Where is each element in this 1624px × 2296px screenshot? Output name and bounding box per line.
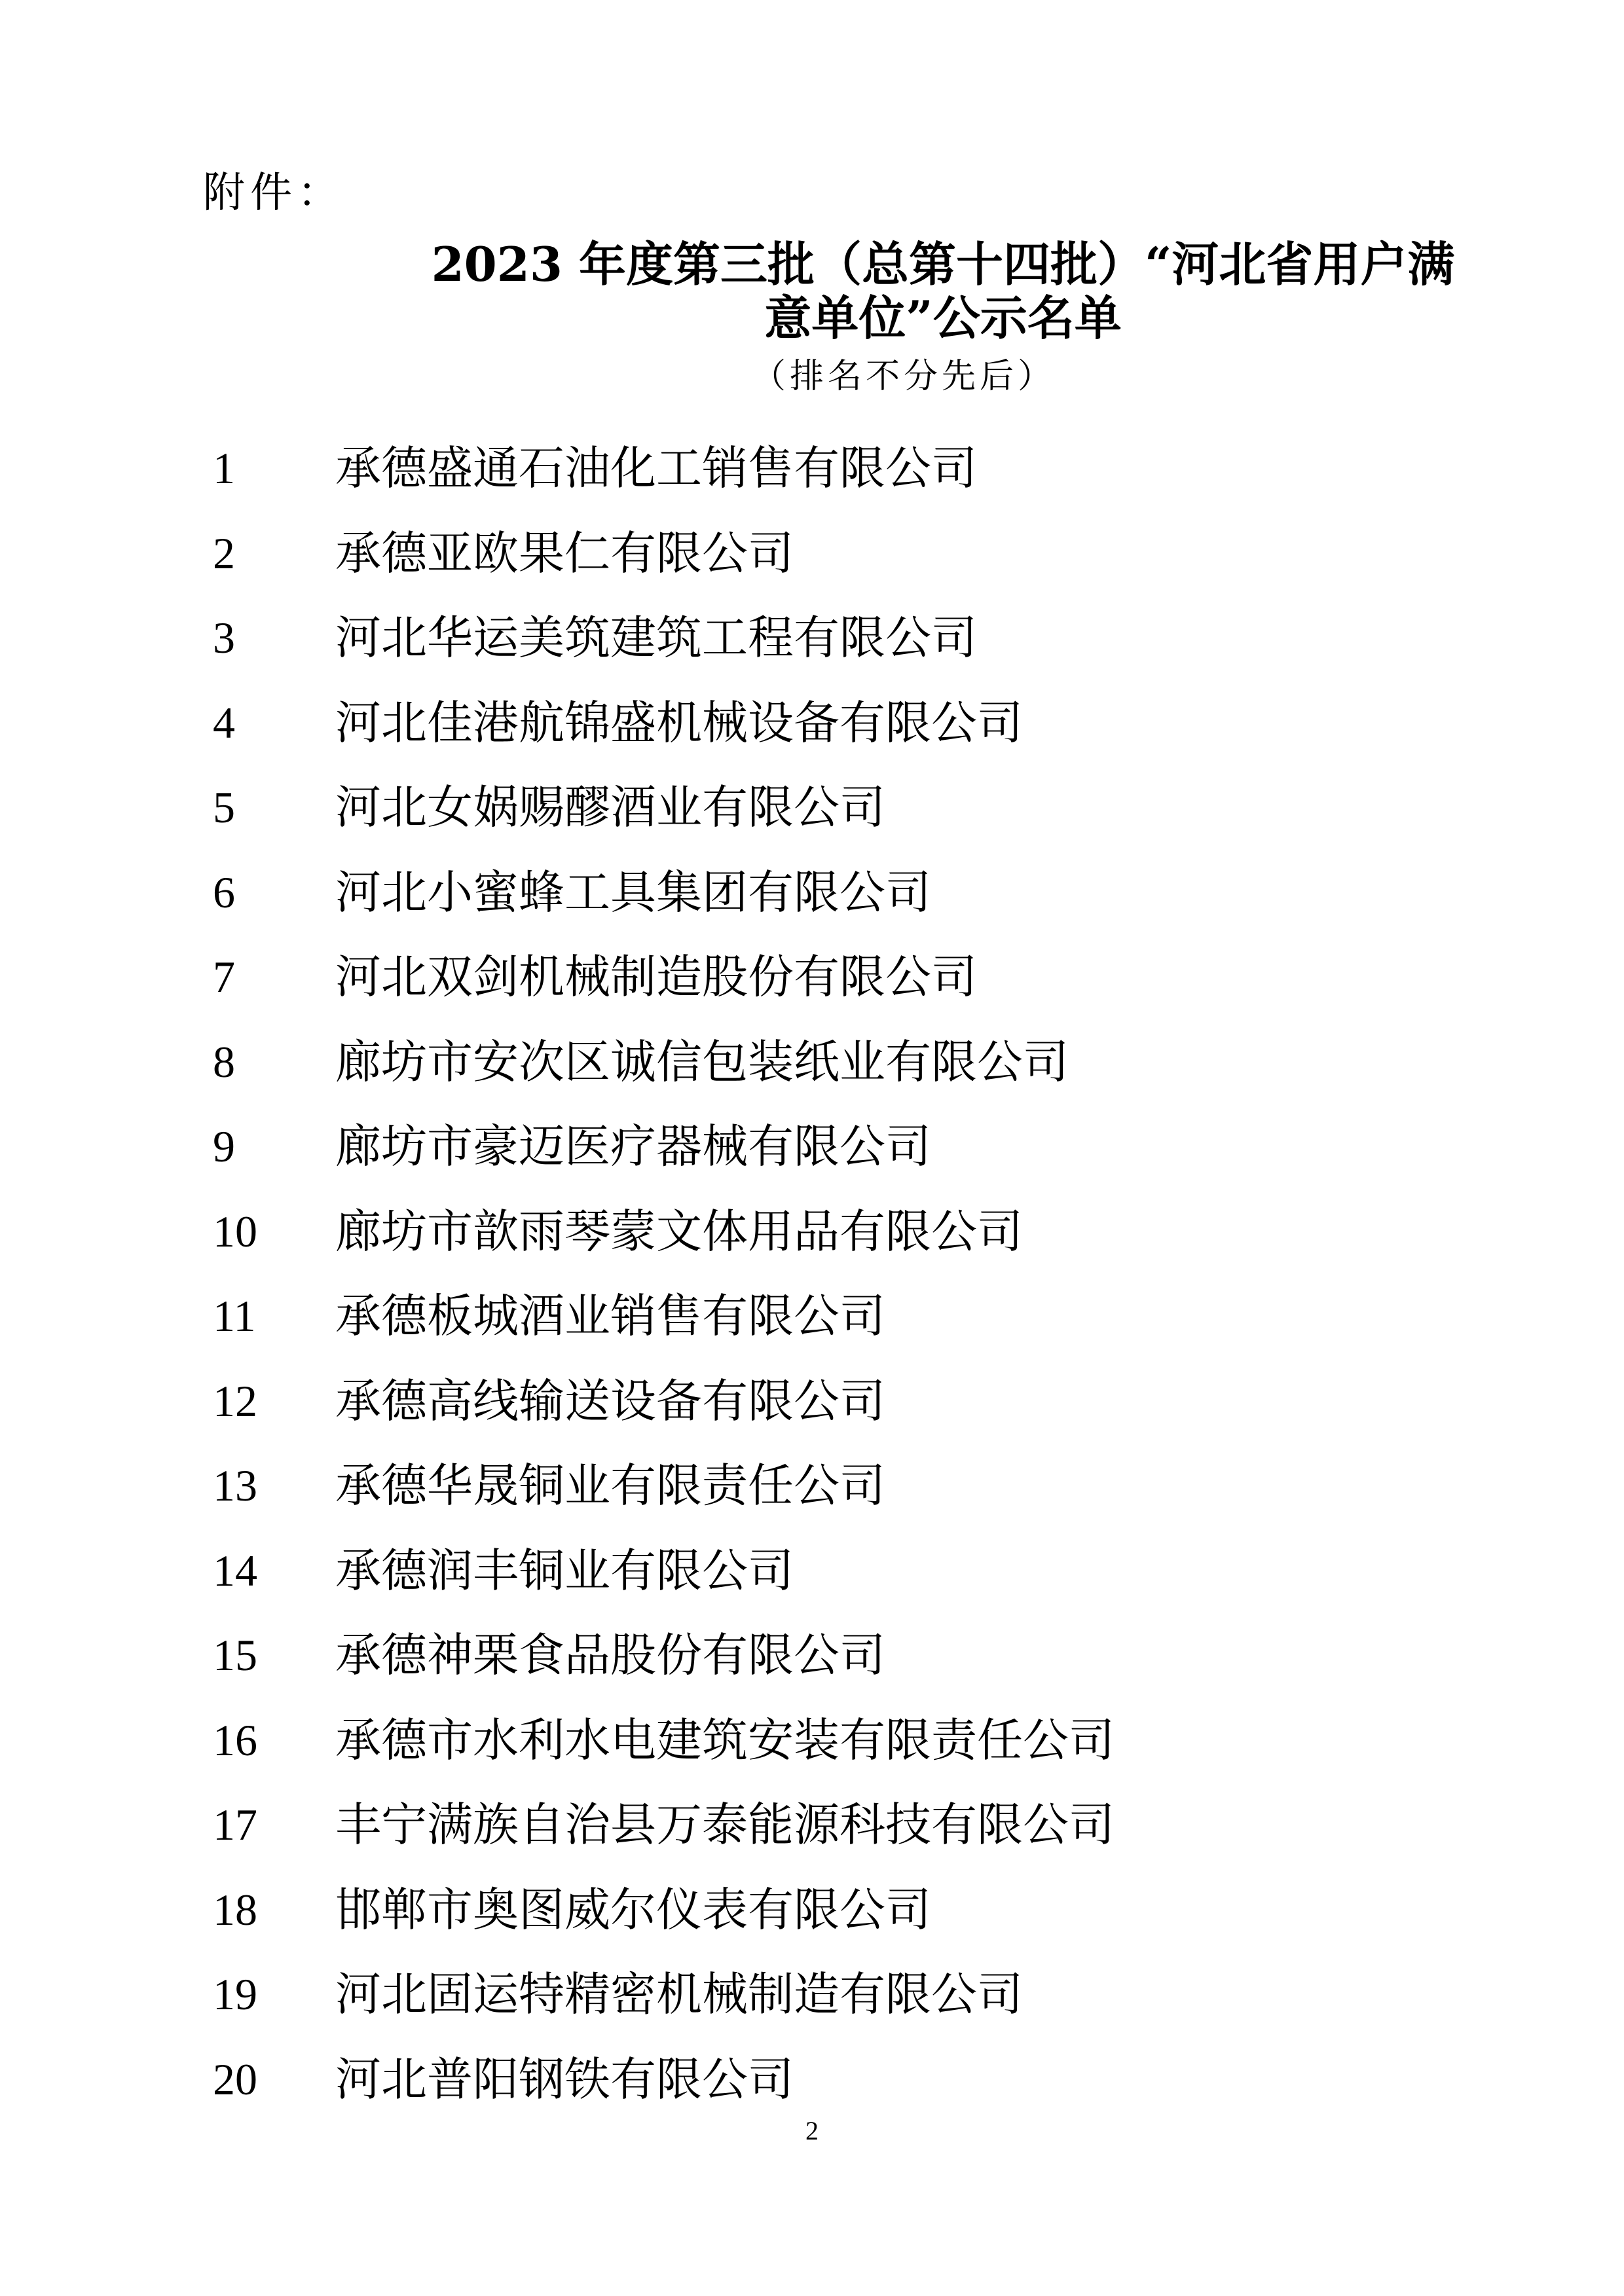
list-item-number: 17 [213,1800,257,1850]
list-item [0,1958,1624,2043]
document-subtitle: （排名不分先后） [751,357,1056,396]
list-item [0,687,1624,772]
list-item-number: 4 [213,697,235,748]
list-item-company-name: 河北华运美筑建筑工程有限公司 [335,611,977,665]
list-item-company-name: 承德神栗食品股份有限公司 [335,1628,885,1682]
list-item-company-name: 承德盛通石油化工销售有限公司 [335,441,977,495]
list-item [0,1365,1624,1450]
list-item-number: 19 [213,1969,257,2019]
list-item-company-name: 邯郸市奥图威尔仪表有限公司 [335,1882,931,1937]
list-item-company-name: 河北普阳钢铁有限公司 [335,2052,794,2106]
list-item-company-name: 承德润丰铜业有限公司 [335,1543,794,1597]
list-item-number: 15 [213,1630,257,1680]
list-item-number: 10 [213,1206,257,1256]
list-item [0,1789,1624,1874]
list-item [0,517,1624,602]
list-item [0,1704,1624,1789]
list-item-company-name: 河北小蜜蜂工具集团有限公司 [335,865,931,919]
document-title-line-2: 意单位”公示名单 [764,290,1122,346]
list-item-company-name: 河北佳港航锦盛机械设备有限公司 [335,695,1023,750]
list-item [0,1619,1624,1704]
list-item [0,1280,1624,1365]
list-item-number: 6 [213,867,235,917]
attachment-label: 附件： [203,169,344,217]
list-item [0,1195,1624,1281]
list-item-company-name: 河北固运特精密机械制造有限公司 [335,1967,1023,2021]
page-number: 2 [805,2116,819,2145]
list-item [0,1026,1624,1111]
list-item-number: 16 [213,1715,257,1765]
list-item [0,771,1624,856]
list-item-number: 5 [213,782,235,832]
list-item-company-name: 承德华晟铜业有限责任公司 [335,1459,885,1512]
list-item-number: 2 [213,528,235,578]
list-item-number: 8 [213,1036,235,1087]
list-item-number: 11 [213,1291,256,1341]
list-item [0,602,1624,687]
list-item-company-name: 承德市水利水电建筑安装有限责任公司 [335,1713,1115,1767]
list-item [0,1535,1624,1620]
list-item-company-name: 廊坊市安次区诚信包装纸业有限公司 [335,1034,1069,1089]
document-title-line-1: 2023 年度第三批（总第十四批）“河北省用户满 [431,236,1455,292]
unit-list [0,432,1624,2128]
list-item [0,1874,1624,1959]
list-item-company-name: 廊坊市豪迈医疗器械有限公司 [335,1120,931,1173]
list-item-number: 20 [213,2054,257,2104]
list-item-number: 12 [213,1376,257,1426]
list-item-number: 14 [213,1545,257,1595]
list-item-company-name: 丰宁满族自治县万泰能源科技有限公司 [335,1798,1115,1851]
list-item [0,941,1624,1026]
list-item-company-name: 承德板城酒业销售有限公司 [335,1289,885,1343]
list-item-company-name: 河北女娲赐醪酒业有限公司 [335,780,885,834]
list-item-number: 7 [213,952,235,1002]
list-item [0,1110,1624,1195]
list-item-number: 9 [213,1121,235,1171]
list-item-company-name: 河北双剑机械制造股份有限公司 [335,950,977,1004]
list-item [0,1449,1624,1535]
list-item [0,856,1624,941]
list-item-number: 13 [213,1461,257,1510]
list-item-company-name: 承德高线输送设备有限公司 [335,1374,885,1428]
list-item [0,432,1624,517]
list-item-company-name: 承德亚欧果仁有限公司 [335,526,794,580]
list-item-company-name: 廊坊市歆雨琴蒙文体用品有限公司 [335,1204,1023,1258]
list-item-number: 1 [213,443,235,493]
list-item-number: 3 [213,613,235,663]
list-item-number: 18 [213,1884,257,1935]
